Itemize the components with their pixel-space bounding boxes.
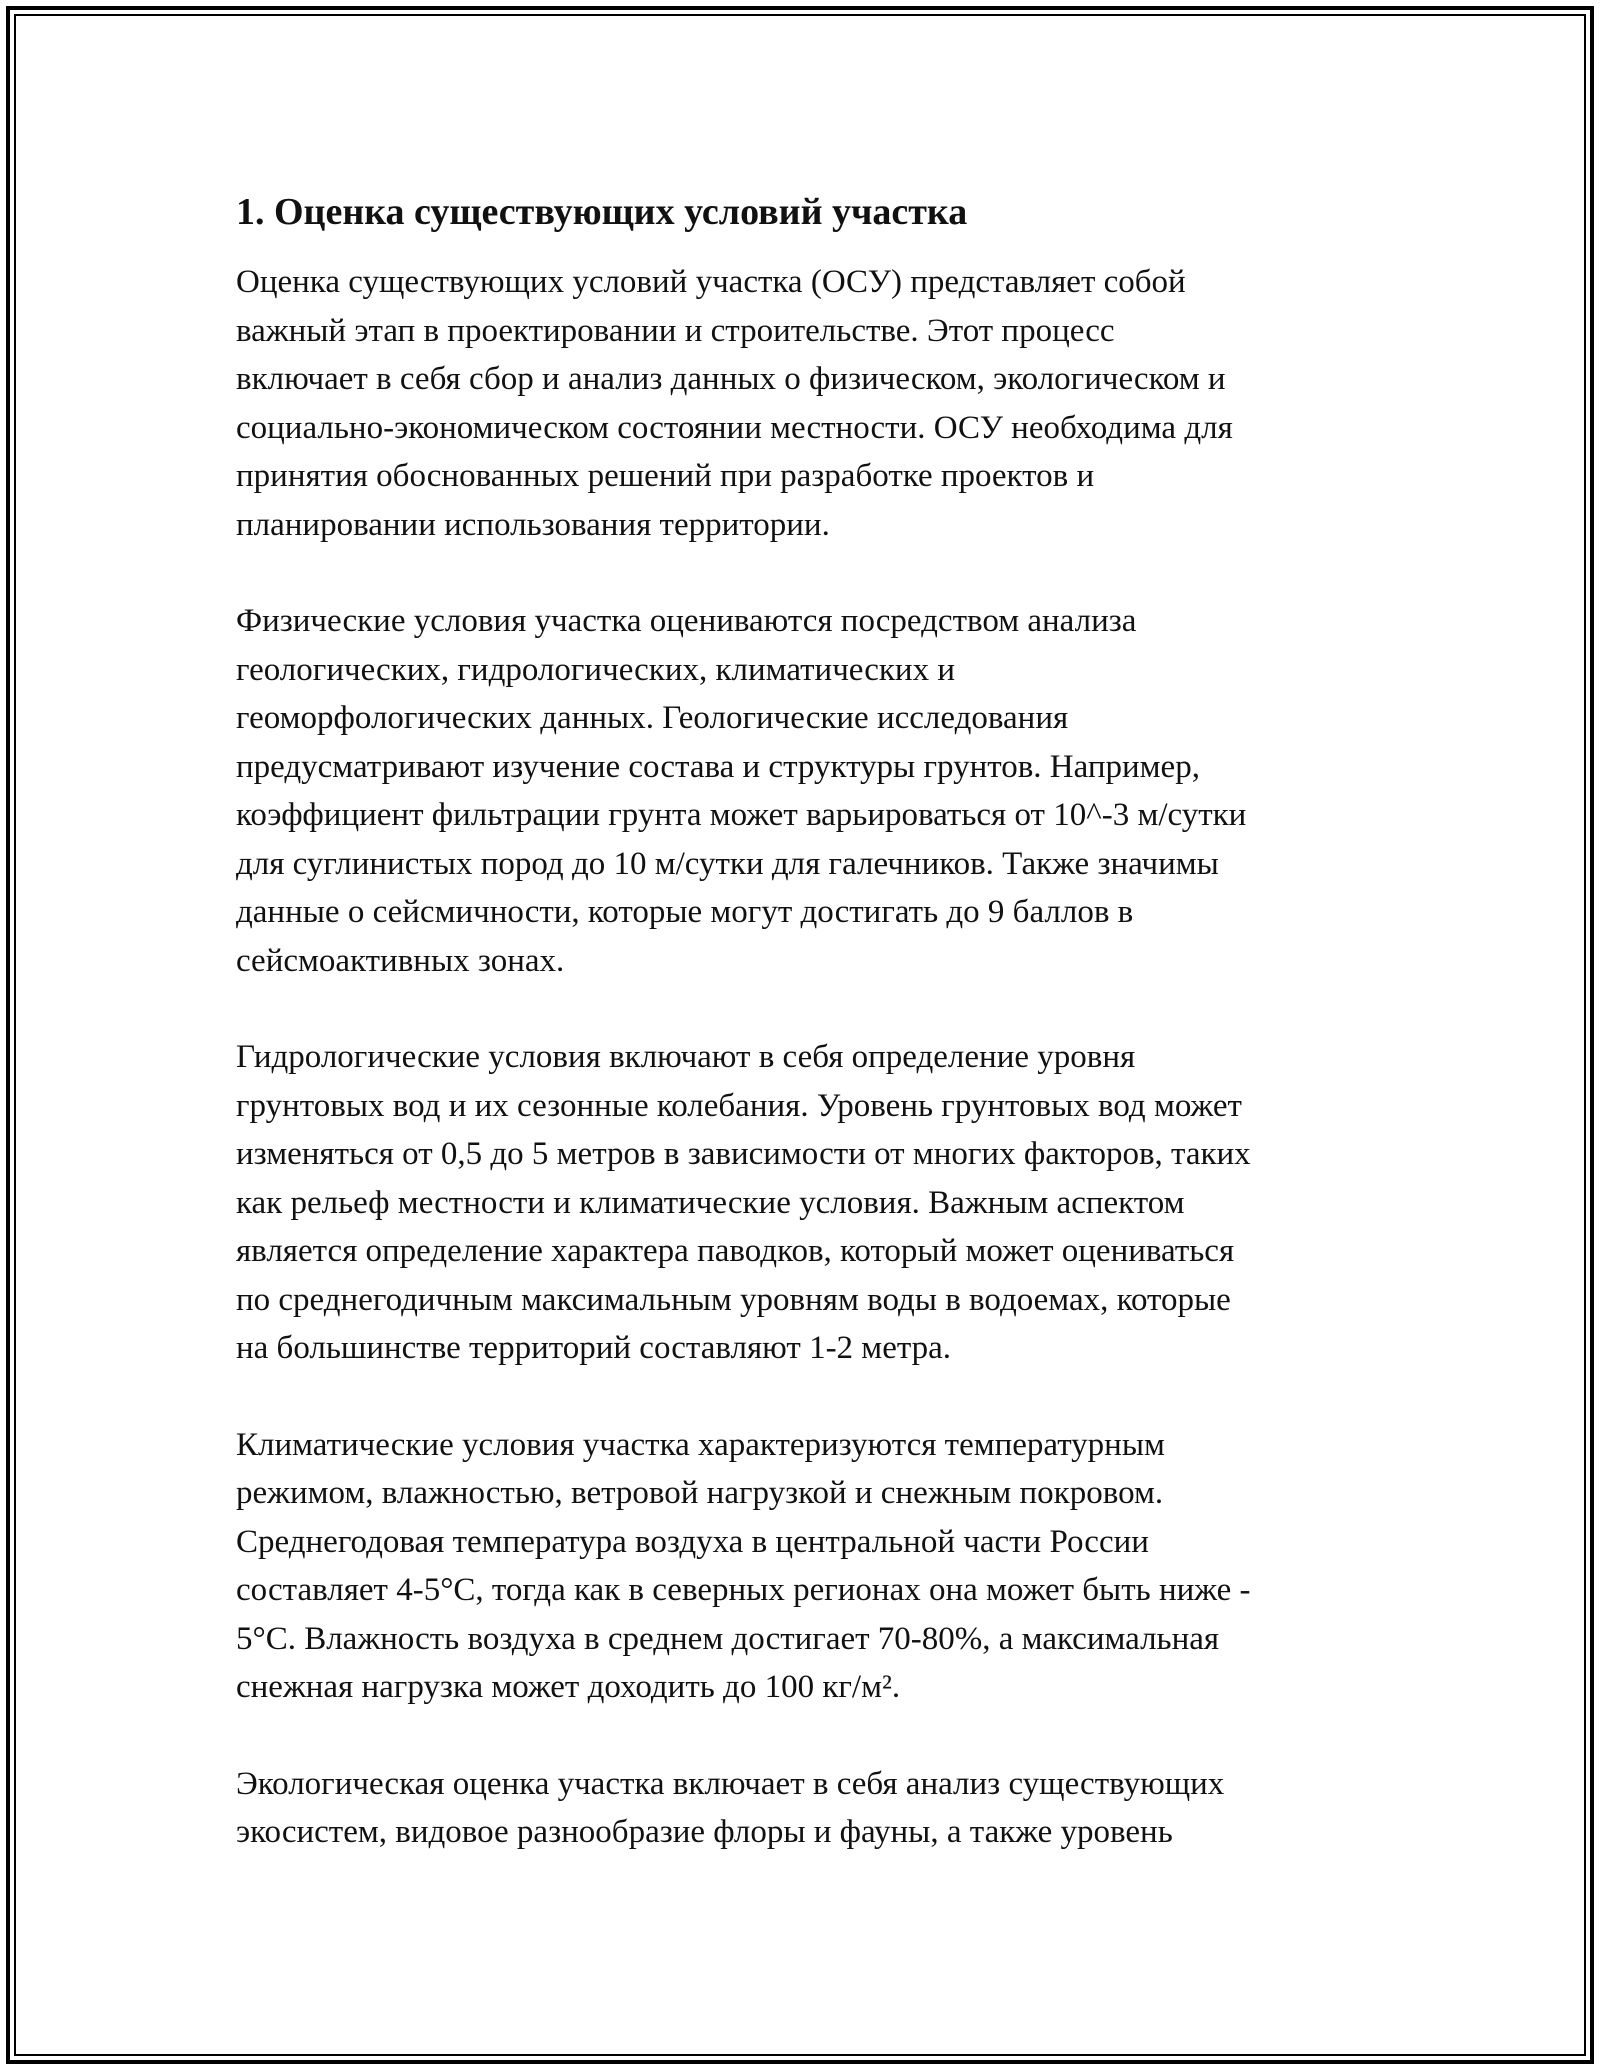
paragraph-physical (236, 597, 1376, 985)
text-line: предусматривают изучение состава и структуры грунтов. Например, (236, 748, 1200, 785)
text-line: на большинстве территорий составляют 1-2 метра. (236, 1330, 952, 1366)
text-line: геологических, гидрологических, климатических и (236, 651, 956, 688)
text-line: режимом, влажностью, ветровой нагрузкой и снежным покровом. (236, 1475, 1164, 1511)
text-line: экосистем, видовое разнообразие флоры и фауны, а также уровень (236, 1814, 1173, 1850)
text-line: изменяться от 0,5 до 5 метров в зависимости от многих факторов, таких (236, 1136, 1251, 1172)
text-line: по среднегодичным максимальным уровням воды в водоемах, которые (236, 1281, 1231, 1318)
text-line: геоморфологических данных. Геологические исследования (236, 700, 1069, 736)
text-line: является определение характера паводков, который может оцениваться (236, 1233, 1235, 1269)
text-line: снежная нагрузка может доходить до 100 кг/м². (236, 1669, 901, 1705)
text-line: коэффициент фильтрации грунта может варьироваться от 10^-3 м/сутки (236, 797, 1247, 833)
section-heading: 1. Оценка существующих условий участка (236, 191, 968, 233)
text-line: планировании использования территории. (236, 506, 830, 543)
text-line: для суглинистых пород до 10 м/сутки для галечников. Также значимы (236, 845, 1219, 882)
paragraph-ecological (236, 1760, 1376, 1857)
text-line: Гидрологические условия включают в себя определение уровня (236, 1039, 1136, 1075)
paragraph-climatic (236, 1421, 1376, 1712)
paragraph-hydrological (236, 1033, 1376, 1373)
text-line: Экологическая оценка участка включает в себя анализ существующих (236, 1765, 1225, 1802)
text-line: сейсмоактивных зонах. (236, 942, 565, 979)
text-line: Среднегодовая температура воздуха в центральной части России (236, 1523, 1149, 1560)
paragraph-intro (236, 258, 1376, 549)
document-body (236, 186, 1376, 1905)
text-line: грунтовых вод и их сезонные колебания. Уровень грунтовых вод может (236, 1087, 1242, 1124)
text-line: включает в себя сбор и анализ данных о физическом, экологическом и (236, 361, 1226, 397)
text-line: Климатические условия участка характеризуются температурным (236, 1426, 1165, 1463)
text-line: составляет 4-5°C, тогда как в северных регионах она может быть ниже - (236, 1572, 1251, 1608)
text-line: как рельеф местности и климатические условия. Важным аспектом (236, 1184, 1185, 1221)
text-line: 5°C. Влажность воздуха в среднем достигает 70-80%, а максимальная (236, 1620, 1220, 1657)
text-line: Оценка существующих условий участка (ОСУ) представляет собой (236, 264, 1186, 300)
text-line: принятия обоснованных решений при разработке проектов и (236, 458, 1095, 494)
text-line: данные о сейсмичности, которые могут достигать до 9 баллов в (236, 894, 1134, 930)
text-line: важный этап в проектировании и строительстве. Этот процесс (236, 312, 1115, 349)
text-line: Физические условия участка оцениваются посредством анализа (236, 603, 1137, 639)
text-line: социально-экономическом состоянии местности. ОСУ необходима для (236, 409, 1233, 446)
